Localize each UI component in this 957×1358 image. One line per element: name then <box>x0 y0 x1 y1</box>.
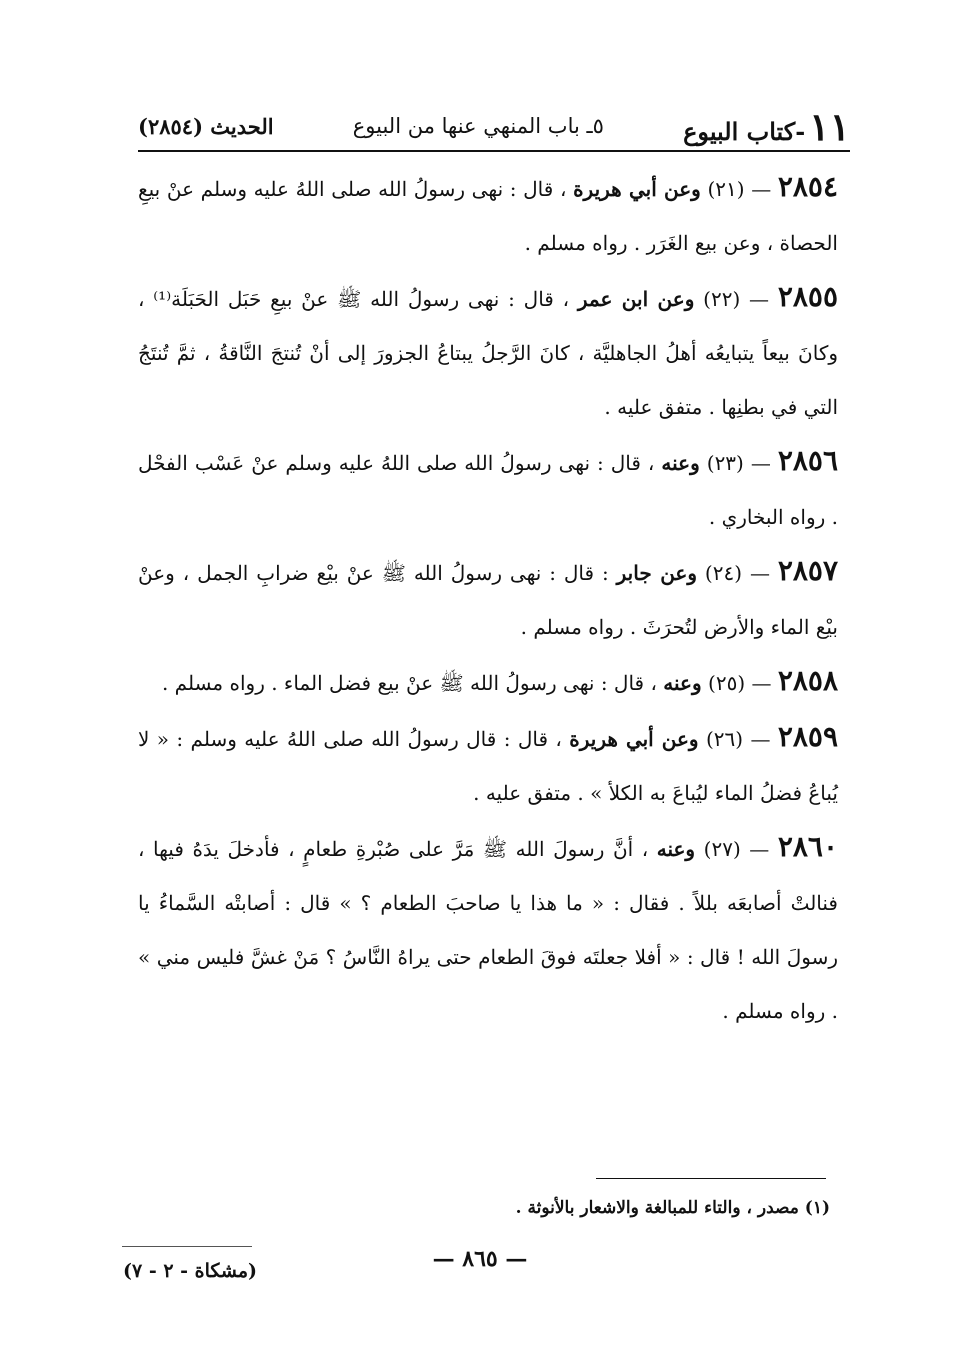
hadith-2859 <box>138 710 838 820</box>
hadith-number: ٢٨٥٥ <box>777 280 838 313</box>
hadith-text: ، قال : نهى رسولُ الله صلى اللهُ عليه وسلم عنْ عَسْب الفحْل . رواه البخاري . <box>138 451 838 529</box>
hadith-text: ، قال : نهى رسولُ الله ﷺ عنْ بيعِ حَبَل الحَبَلَة⁽¹⁾ ، وكانَ بيعاً يتبايعُه أهلُ الجاهليَّة ، كانَ الرَّجلُ يبتاعُ الجزورَ إلى أنْ تُنتجَ النَّاقةُ ، ثمَّ تُنتَجُ التي في بطنِها . متفق عليه . <box>138 287 838 419</box>
header-rule <box>138 150 850 152</box>
hadith-index: — (٢٤) <box>697 561 778 585</box>
hadith-number: ٢٨٥٨ <box>777 664 838 697</box>
hadith-2860 <box>138 820 838 1038</box>
hadith-2855 <box>138 270 838 434</box>
hadith-narrator: وعنه <box>656 837 696 861</box>
hadith-narrator: وعنه <box>663 671 702 695</box>
hadith-reference: الحديث (٢٨٥٤) <box>138 113 274 139</box>
hadith-number: ٢٨٥٦ <box>777 444 838 477</box>
footnote-rule <box>596 1178 826 1179</box>
hadith-text: ، قال : نهى رسولُ الله ﷺ عنْ بيع فضل الماء . رواه مسلم . <box>161 671 664 695</box>
hadith-index: — (٢٢) <box>694 287 778 311</box>
hadith-index: — (٢١) <box>700 177 778 201</box>
chapter-title: ٥ـ باب المنهي عنها من البيوع <box>352 114 604 138</box>
book-number: ١١ <box>809 103 850 149</box>
printer-signature: (مشكاة - ٢ - ٧) <box>122 1260 258 1282</box>
hadith-index: — (٢٦) <box>698 727 778 751</box>
book-title-text: -كتاب البيوع <box>683 116 806 146</box>
hadith-2857 <box>138 544 838 654</box>
hadith-text: : قال : نهى رسولُ الله ﷺ عنْ بيْع ضرابِ الجمل ، وعنْ بيْع الماء والأرض لتُحرَثَ . رواه مسلم . <box>138 561 838 639</box>
hadith-2858 <box>138 654 838 710</box>
hadith-text: ، قال : قال رسولُ الله صلى اللهُ عليه وسلم : « لا يُباعُ فضلُ الماء ليُباعَ به الكلأ » . متفق عليه . <box>138 727 838 805</box>
hadith-narrator: وعن أبي هريرة <box>573 177 701 201</box>
hadith-text: ، أنَّ رسولَ الله ﷺ مَرَّ على صُبْرةِ طعامٍ ، فأدخلَ يدَهُ فيها ، فنالتْ أصابعَه بللاً . فقال : « ما هذا يا صاحبَ الطعام ؟ » قال : أصابتْه السَّماءُ يا رسولَ الله ! قال : « أفلا جعلتَه فوقَ الطعام حتى يراهُ النَّاسُ ؟ مَنْ غشَّ فليس مني » . رواه مسلم . <box>138 837 838 1023</box>
footnote: (١) مصدر ، والتاء للمبالغة والاشعار بالأنوثة . <box>515 1198 830 1218</box>
page-header <box>138 104 850 148</box>
hadith-narrator: وعن جابر <box>616 561 698 585</box>
hadith-narrator: وعن ابن عمر <box>577 287 695 311</box>
hadith-index: — (٢٥) <box>701 671 778 695</box>
page-body <box>138 160 838 1038</box>
page-number: — ٨٦٥ — <box>432 1246 528 1272</box>
signature-rule <box>122 1246 252 1247</box>
book-title <box>683 104 850 149</box>
hadith-index: — (٢٧) <box>695 837 778 861</box>
hadith-narrator: وعنه <box>661 451 700 475</box>
hadith-2856 <box>138 434 838 544</box>
hadith-number: ٢٨٥٩ <box>777 720 838 753</box>
hadith-text: ، قال : نهى رسولُ الله صلى اللهُ عليه وسلم عنْ بيعِ الحصاة ، وعن بيع الغَرَر . رواه مسلم . <box>138 177 838 255</box>
hadith-number: ٢٨٥٤ <box>777 170 838 203</box>
hadith-2854 <box>138 160 838 270</box>
hadith-narrator: وعن أبي هريرة <box>569 727 699 751</box>
hadith-number: ٢٨٦٠ <box>777 830 838 863</box>
hadith-index: — (٢٣) <box>699 451 778 475</box>
hadith-number: ٢٨٥٧ <box>777 554 838 587</box>
